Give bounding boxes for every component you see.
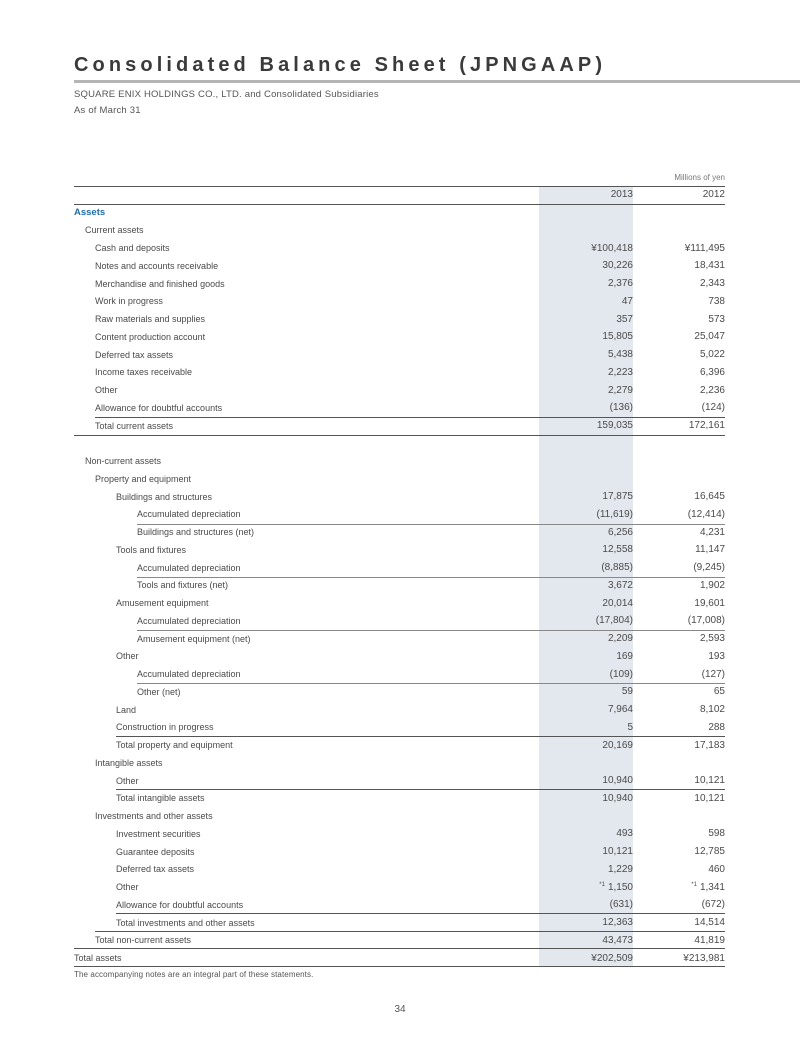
table-row (74, 754, 725, 772)
table-row (74, 399, 725, 417)
table-row (74, 559, 725, 577)
value-2012: 6,396 (699, 366, 725, 378)
table-bottom-rule (74, 966, 725, 967)
value-2013: 17,875 (602, 491, 633, 503)
value-2013: 10,121 (602, 846, 633, 858)
value-2012: 460 (708, 863, 725, 875)
table-row (74, 222, 725, 240)
value-2012: 65 (713, 686, 725, 698)
page-number: 34 (394, 1004, 406, 1015)
row-label: Notes and accounts receivable (95, 260, 219, 271)
table-row (74, 594, 725, 612)
value-2013: 20,169 (602, 739, 633, 751)
value-2012: 19,601 (694, 597, 725, 609)
footnote: The accompanying notes are an integral part of these statements. (74, 970, 314, 979)
value-2013: 159,035 (596, 420, 633, 432)
value-2013: (136) (609, 402, 633, 414)
value-2013: ¥202,509 (591, 952, 633, 964)
table-row (74, 506, 725, 524)
value-2012: ¥111,495 (684, 242, 725, 254)
non-current-total-rule (95, 931, 725, 932)
row-label: Other (net) (137, 686, 181, 697)
table-row (74, 825, 725, 843)
value-2012: 738 (708, 295, 725, 307)
value-2013: (631) (609, 899, 633, 911)
row-label: Amusement equipment (116, 598, 209, 609)
value-2013 (539, 204, 633, 222)
value-2013: 12,558 (602, 544, 633, 556)
table-row (74, 204, 725, 222)
row-label: Cash and deposits (95, 243, 170, 254)
subtotal-rule (137, 683, 725, 684)
value-2013: 47 (621, 295, 633, 307)
value-2013: 1,229 (607, 863, 633, 875)
row-label: Accumulated depreciation (137, 669, 241, 680)
value-2012: 16,645 (694, 491, 725, 503)
table-row (74, 275, 725, 293)
intangible-total-rule (116, 789, 725, 790)
company-name: SQUARE ENIX HOLDINGS CO., LTD. and Consolidated Subsidiaries (74, 89, 379, 100)
table-row (74, 541, 725, 559)
value-2013: 5 (627, 721, 633, 733)
value-2012 (633, 754, 725, 772)
row-label: Total current assets (95, 420, 174, 431)
table-row (74, 488, 725, 506)
value-2012: 25,047 (694, 331, 725, 343)
value-2013: 2,376 (607, 278, 633, 290)
value-2013: 357 (616, 313, 633, 325)
value-2013: 10,940 (602, 775, 633, 787)
table-row (74, 257, 725, 275)
property-total-rule (116, 736, 725, 737)
table-row (74, 612, 725, 630)
table-row-subtotal (74, 914, 725, 932)
value-2013: 5,438 (607, 349, 633, 361)
value-2013: (8,885) (601, 562, 633, 574)
value-2012: 10,121 (694, 792, 725, 804)
row-label: Deferred tax assets (116, 864, 195, 875)
value-2012 (633, 204, 725, 222)
value-2012: (12,414) (687, 508, 725, 520)
value-2012 (633, 807, 725, 825)
value-2012: 193 (708, 650, 725, 662)
row-label: Intangible assets (95, 757, 163, 768)
row-label: Investment securities (116, 828, 201, 839)
table-row-subtotal (74, 523, 725, 541)
value-2012: (672) (701, 899, 725, 911)
value-2012: 17,183 (694, 739, 725, 751)
value-2013 (539, 222, 633, 240)
current-assets-end-rule (74, 435, 725, 436)
value-2013: 2,209 (607, 633, 633, 645)
value-2013: 6,256 (607, 526, 633, 538)
table-row (74, 648, 725, 666)
table-row (74, 896, 725, 914)
table-row-subtotal (74, 790, 725, 808)
header-rule (74, 204, 725, 205)
value-2013: 43,473 (602, 934, 633, 946)
total-current-assets-rule (95, 417, 725, 418)
value-2012: 598 (708, 828, 725, 840)
table-row (74, 665, 725, 683)
table-row (74, 346, 725, 364)
investments-total-rule (116, 913, 725, 914)
row-label: Merchandise and finished goods (95, 278, 225, 289)
value-2012: 1,902 (699, 579, 725, 591)
value-2012: 4,231 (699, 526, 725, 538)
column-header-2013: 2013 (610, 189, 633, 201)
table-row (74, 293, 725, 311)
table-row (74, 239, 725, 257)
page-title: Consolidated Balance Sheet (JPNGAAP) (74, 54, 607, 76)
table-row (74, 701, 725, 719)
row-label: Accumulated depreciation (137, 509, 241, 520)
value-2012 (633, 435, 725, 453)
row-label: Investments and other assets (95, 811, 213, 822)
value-2012: (124) (701, 402, 725, 414)
value-2013: 7,964 (607, 704, 633, 716)
table-row (74, 861, 725, 879)
table-row (74, 381, 725, 399)
row-label: Land (116, 704, 137, 715)
table-row-subtotal (74, 736, 725, 754)
value-2013: 10,940 (602, 792, 633, 804)
value-2012: 1,341 (699, 881, 725, 893)
value-2013: (109) (609, 668, 633, 680)
row-label: Other (95, 385, 118, 396)
value-2012: (127) (701, 668, 725, 680)
value-2012: 10,121 (694, 775, 725, 787)
value-2012 (633, 452, 725, 470)
row-label: Accumulated depreciation (137, 615, 241, 626)
row-label: Construction in progress (116, 722, 214, 733)
table-row-subtotal (74, 577, 725, 595)
value-2012: 288 (708, 721, 725, 733)
value-2013: 3,672 (607, 579, 633, 591)
table-row (74, 772, 725, 790)
value-2012 (633, 470, 725, 488)
units-label: Millions of yen (674, 173, 725, 182)
footnote-marker: *1 (599, 881, 605, 888)
value-2012: 2,593 (699, 633, 725, 645)
value-2012: 12,785 (694, 846, 725, 858)
table-row (74, 310, 725, 328)
value-2012: 41,819 (694, 934, 725, 946)
value-2012-cell (633, 878, 725, 896)
row-label: Guarantee deposits (116, 846, 195, 857)
row-label: Total property and equipment (116, 740, 233, 751)
row-label: Raw materials and supplies (95, 314, 206, 325)
row-label: Content production account (95, 331, 206, 342)
table-top-rule (74, 186, 725, 187)
value-2013: ¥100,418 (591, 242, 633, 254)
value-2013: (17,804) (595, 615, 633, 627)
value-2012: (9,245) (693, 562, 725, 574)
total-assets-top-rule (74, 948, 725, 949)
value-2013-cell (539, 878, 633, 896)
subtotal-rule (137, 630, 725, 631)
row-label: Allowance for doubtful accounts (116, 899, 244, 910)
row-label: Total intangible assets (116, 793, 205, 804)
header-label-cell (74, 186, 539, 204)
value-2012: 14,514 (694, 917, 725, 929)
row-label: Total non-current assets (95, 935, 192, 946)
value-2012: 573 (708, 313, 725, 325)
value-2012: ¥213,981 (683, 952, 725, 964)
row-label (74, 435, 539, 453)
table-row-subtotal (74, 630, 725, 648)
table-row (74, 328, 725, 346)
table-row-total (74, 417, 725, 435)
value-2013: 169 (616, 650, 633, 662)
value-2012: 11,147 (695, 544, 725, 556)
subtotal-rule (137, 577, 725, 578)
header-row (74, 186, 725, 204)
row-label: Tools and fixtures (116, 544, 187, 555)
row-label: Allowance for doubtful accounts (95, 402, 223, 413)
table-row-grand-total (74, 949, 725, 967)
value-2012: (17,008) (687, 615, 725, 627)
table-row (74, 452, 725, 470)
value-2013: 15,805 (602, 331, 633, 343)
row-label: Buildings and structures (116, 491, 213, 502)
row-label: Property and equipment (95, 473, 192, 484)
table-row (74, 364, 725, 382)
table-row (74, 719, 725, 737)
value-2013: 2,279 (607, 384, 633, 396)
value-2012 (633, 222, 725, 240)
table-row (74, 843, 725, 861)
row-label: Deferred tax assets (95, 349, 174, 360)
value-2013: 59 (621, 686, 633, 698)
value-2013 (539, 452, 633, 470)
value-2013 (539, 470, 633, 488)
value-2012: 2,236 (699, 384, 725, 396)
table-row (74, 878, 725, 896)
column-header-2012: 2012 (702, 189, 725, 201)
row-label: Non-current assets (85, 456, 162, 467)
row-label: Other (116, 651, 139, 662)
value-2012: 172,161 (688, 420, 725, 432)
table-row (74, 807, 725, 825)
row-label: Total assets (74, 953, 122, 964)
section-heading-assets: Assets (74, 207, 106, 219)
row-label: Total investments and other assets (116, 917, 255, 928)
table-row-subtotal (74, 683, 725, 701)
value-2012: 18,431 (694, 260, 725, 272)
value-2012: 8,102 (699, 704, 725, 716)
row-label: Other (116, 775, 139, 786)
value-2013: 2,223 (607, 366, 633, 378)
table-row (74, 470, 725, 488)
footnote-marker: *1 (691, 881, 697, 888)
value-2013: 12,363 (602, 917, 633, 929)
value-2013: 20,014 (602, 597, 633, 609)
subtotal-rule (137, 524, 725, 525)
row-label: Income taxes receivable (95, 367, 193, 378)
value-2013: (11,619) (596, 508, 633, 520)
row-label: Tools and fixtures (net) (137, 580, 229, 591)
row-label: Current assets (85, 225, 144, 236)
value-2013 (539, 754, 633, 772)
value-2012: 2,343 (699, 278, 725, 290)
value-2013 (539, 807, 633, 825)
row-label: Accumulated depreciation (137, 562, 241, 573)
value-2012: 5,022 (699, 349, 725, 361)
title-rule (74, 80, 800, 83)
row-label: Work in progress (95, 296, 163, 307)
spacer-row (74, 435, 725, 453)
value-2013: 30,226 (602, 260, 633, 272)
value-2013 (539, 435, 633, 453)
row-label: Buildings and structures (net) (137, 527, 255, 538)
row-label: Other (116, 882, 139, 893)
table-row-total (74, 932, 725, 950)
row-label: Amusement equipment (net) (137, 633, 251, 644)
value-2013: 1,150 (607, 881, 633, 893)
as-of-date: As of March 31 (74, 105, 141, 116)
value-2013: 493 (616, 828, 633, 840)
